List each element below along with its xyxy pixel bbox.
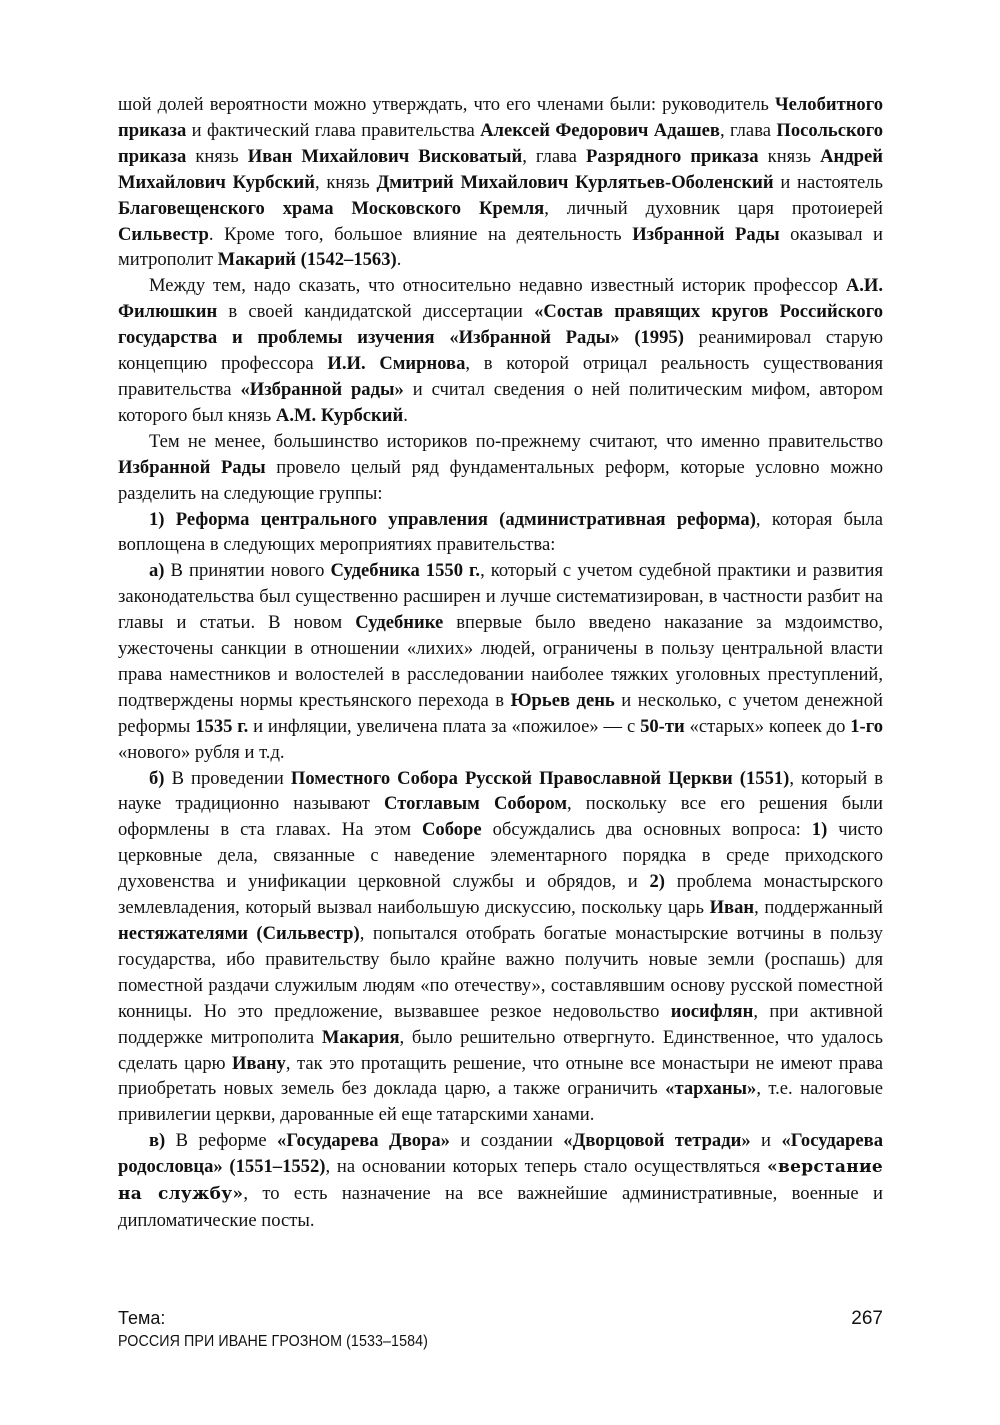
text-run: шой долей вероятности можно утверждать, что его членами были: руководитель — [118, 94, 775, 115]
bold-term: «Состав правящих кругов Российского государства и проблемы изучения «Избранной Рады» (1995) — [118, 301, 883, 349]
bold-term: А.М. Курбский — [275, 404, 404, 426]
bold-term: Дмитрий Михайлович Курлятьев-Оболенский — [376, 171, 774, 193]
bold-term: Алексей Федорович Адашев — [480, 119, 720, 141]
text-run: , было решительно отвергнуто. Единственное, что удалось сделать царю — [118, 1026, 883, 1074]
bold-term: 2) — [649, 871, 665, 893]
bold-term: Поместного Собора Русской Православной Церкви (1551) — [290, 767, 790, 789]
text-run: и настоятель — [773, 171, 883, 193]
footer-topic-title: РОССИЯ ПРИ ИВАНЕ ГРОЗНОМ (1533–1584) — [118, 1333, 428, 1350]
paragraph — [118, 558, 883, 765]
page-body — [118, 92, 883, 1234]
bold-term: И.И. Смирнова — [327, 353, 466, 375]
text-run: , так это протащить решение, что отныне все монастыри не имеют права приобретать новых земель без доклада царю, а также ограничить — [118, 1052, 884, 1100]
text-run: , который с учетом судебной практики и развития законодательства был существенно расширен и лучше систематизирован, в частности разбит на главы и статьи. В новом — [118, 560, 884, 634]
bold-term: Благовещенского храма Московского Кремля — [118, 197, 545, 219]
bold-term: Иван Михайлович Висковатый — [247, 145, 523, 167]
page-number: 267 — [851, 1308, 883, 1329]
bold-term: а) — [149, 560, 165, 582]
text-run: В проведении — [164, 767, 291, 789]
bold-term: Избранной Рады — [632, 223, 780, 245]
text-run: Между тем, надо сказать, что относительно недавно известный историк профессор — [149, 275, 846, 297]
text-run: , то есть назначение на все важнейшие административные, военные и дипломатические посты. — [118, 1183, 884, 1231]
bold-term: Челобитного приказа — [118, 94, 883, 141]
bold-term: Судебнике — [355, 612, 444, 634]
text-run: реанимировал старую концепцию профессора — [118, 327, 883, 375]
bold-term: «тарханы» — [665, 1078, 757, 1100]
bold-term: 1535 г. — [195, 715, 249, 737]
paragraph — [118, 92, 883, 273]
bold-term: 1-го — [850, 715, 883, 737]
bold-term: Избранной Рады — [118, 456, 266, 478]
bold-term: Соборе — [421, 819, 482, 841]
text-run: . — [396, 249, 402, 271]
page-footer — [118, 1308, 883, 1368]
text-run: провело целый ряд фундаментальных реформ, которые условно можно разделить на следующие группы: — [118, 456, 883, 504]
text-run: и инфляции, увеличена плата за «пожилое» — с — [248, 715, 641, 737]
text-run: проблема монастырского землевладения, который вызвал наибольшую дискуссию, поскольку царь — [118, 871, 883, 919]
bold-term: Стоглавым Собором — [384, 793, 567, 815]
text-run: , глава — [719, 119, 777, 141]
text-run: В принятии нового — [164, 560, 331, 582]
text-run: обсуждались два основных вопроса: — [481, 819, 812, 841]
paragraph — [118, 766, 883, 1129]
bold-term: «Избранной рады» — [240, 378, 404, 400]
footer-topic-label: Тема: — [118, 1308, 166, 1328]
text-run: «старых» копеек до — [684, 715, 851, 737]
bold-term: 1) Реформа центрального управления (административная реформа) — [149, 508, 756, 530]
bold-term: Иван — [709, 897, 755, 919]
text-run: , при активной поддержке митрополита — [118, 1000, 883, 1048]
bold-term: 1) — [811, 819, 828, 841]
bold-term: иосифлян — [670, 1000, 754, 1022]
text-run: , который в науке традиционно называют — [118, 767, 883, 815]
bold-term: 50-ти — [640, 715, 685, 737]
paragraph — [118, 1128, 883, 1234]
text-run: Тем не менее, большинство историков по-прежнему считают, что именно правительство — [149, 430, 883, 452]
text-run: «нового» рубля и т.д. — [118, 741, 285, 763]
text-run: , князь — [314, 171, 377, 193]
bold-term: «Государева Двора» — [277, 1130, 450, 1152]
bold-term: «Государева родословца» (1551–1552) — [118, 1130, 883, 1178]
text-run: и фактический глава правительства — [186, 119, 481, 141]
text-run: и создании — [449, 1130, 564, 1152]
paragraph — [118, 429, 883, 507]
bold-term: нестяжателями (Сильвестр) — [118, 923, 360, 944]
bold-term: А.И. Филюшкин — [118, 275, 883, 323]
text-run: , поскольку все его решения были оформлены в ста главах. На этом — [118, 793, 883, 841]
text-run: , в которой отрицал реальность существования правительства — [118, 353, 883, 400]
text-run: , на основании которых теперь стало осуществляться — [325, 1156, 768, 1178]
bold-term: в) — [149, 1130, 166, 1152]
bold-term: Макария — [321, 1026, 400, 1048]
bold-term: «Дворцовой тетради» — [563, 1130, 751, 1152]
paragraph — [118, 507, 883, 559]
text-run: в своей кандидатской диссертации — [217, 301, 535, 323]
bold-term: Разрядного приказа — [586, 145, 759, 167]
text-run: В реформе — [165, 1130, 278, 1152]
bold-term: Макарий (1542–1563) — [217, 249, 397, 271]
text-run: . — [403, 404, 408, 426]
text-run: . Кроме того, большое влияние на деятельность — [208, 223, 633, 245]
text-run: и — [750, 1130, 782, 1152]
text-run: , глава — [522, 145, 587, 167]
text-run: князь — [186, 145, 248, 167]
text-run: и несколько, с учетом денежной реформы — [118, 689, 883, 737]
bold-term: б) — [149, 767, 165, 789]
text-run: оказывал и митрополит — [118, 223, 883, 271]
text-run: , попытался отобрать богатые монастырские вотчины в пользу государства, ибо правительству было крайне важно получить новые земли (роспашь) для поместной раздачи служилым людям «по отечеству», составлявшим основу русской поместной конницы. Но это предложение, вызвавшее резкое недовольство — [118, 923, 883, 1022]
text-run: , личный духовник царя протоиерей — [544, 197, 883, 219]
bold-term: Юрьев день — [510, 689, 615, 711]
text-run: , поддержанный — [754, 897, 883, 919]
bold-term: Андрей Михайлович Курбский — [118, 145, 883, 193]
text-run: , которая была воплощена в следующих мероприятиях правительства: — [118, 508, 883, 556]
paragraph — [118, 273, 883, 428]
text-run: впервые было введено наказание за мздоимство, ужесточены санкции в отношении «лихих» людей, ограничены в пользу центральной власти права наместников и волостелей в расследовании наиболее тяжких уголовных преступлений, подтверждены нормы крестьянского перехода в — [118, 612, 883, 711]
bold-term: Сильвестр — [118, 223, 209, 245]
text-run: и считал сведения о ней политическим мифом, автором которого был князь — [118, 378, 884, 426]
text-run: князь — [758, 145, 821, 167]
bold-term: Ивану — [232, 1052, 286, 1074]
bold-term: Посольского приказа — [118, 119, 883, 167]
text-run: , т.е. налоговые привилегии церкви, дарованные ей еще татарскими ханами. — [118, 1078, 883, 1126]
bold-term: «верстание на службу» — [118, 1157, 883, 1205]
bold-term: Судебника 1550 г. — [330, 560, 481, 582]
text-run: чисто церковные дела, связанные с наведение элементарного порядка в среде приходского духовенства и унификации церковной службы и обрядов, и — [118, 819, 883, 893]
